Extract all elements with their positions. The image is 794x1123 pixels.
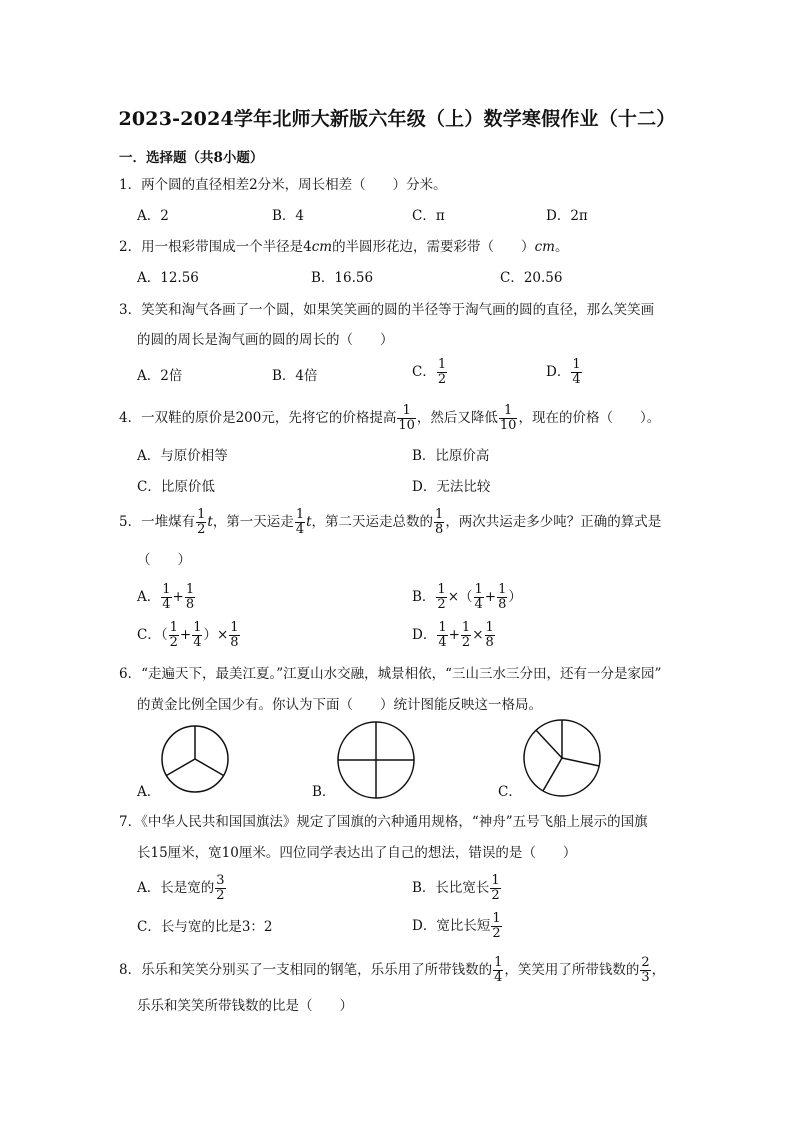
q6-line1: 6．“走遍天下，最美江夏。”江夏山水交融，城景相依，“三山三水三分田，还有一分是家园” bbox=[119, 666, 662, 682]
q4-text-1: 4．一双鞋的原价是200元，先将它的价格提高 bbox=[119, 410, 397, 426]
numerator: 1 bbox=[295, 507, 305, 522]
plus-sign: + bbox=[179, 627, 192, 643]
numerator: 1 bbox=[491, 873, 500, 888]
numerator: 1 bbox=[499, 404, 518, 419]
fraction bbox=[437, 358, 447, 387]
page-title: 2023-2024学年北师大新版六年级（上）数学寒假作业（十二） bbox=[118, 108, 676, 130]
q2-stem-end: 。 bbox=[554, 239, 569, 255]
denominator: 2 bbox=[437, 372, 447, 387]
fraction bbox=[640, 956, 650, 985]
fraction bbox=[434, 508, 444, 537]
numerator: 1 bbox=[437, 582, 446, 597]
right-paren-times: ）× bbox=[203, 627, 229, 643]
pie-chart-golden-ratio bbox=[522, 718, 602, 798]
q7-option-c: C．长与宽的比是3：2 bbox=[137, 919, 273, 935]
fraction bbox=[499, 404, 518, 433]
q1-option-a: A．2 bbox=[137, 208, 169, 224]
numerator: 1 bbox=[474, 582, 483, 597]
plus-sign: + bbox=[448, 627, 460, 643]
pie-chart-quarters bbox=[336, 720, 416, 800]
numerator: 1 bbox=[197, 507, 206, 522]
numerator: 1 bbox=[230, 620, 239, 635]
denominator: 2 bbox=[492, 926, 501, 941]
numerator: 1 bbox=[162, 582, 171, 597]
q7-line1: 7．《中华人民共和国国旗法》规定了国旗的六种通用规格，“神舟”五号飞船上展示的国旗 bbox=[119, 814, 648, 830]
q4-text-2: ，然后又降低 bbox=[416, 410, 498, 426]
denominator: 4 bbox=[572, 372, 581, 387]
denominator: 4 bbox=[162, 597, 171, 612]
q5-option-b bbox=[412, 583, 522, 612]
denominator: 4 bbox=[193, 635, 202, 650]
numerator: 1 bbox=[492, 911, 501, 926]
denominator: 4 bbox=[438, 635, 447, 650]
q6-line2: 的黄金比例全国少有。你认为下面（ ）统计图能反映这一格局。 bbox=[137, 697, 542, 713]
numerator: 2 bbox=[641, 955, 650, 970]
fraction bbox=[474, 583, 484, 612]
q4-option-c: C．比原价低 bbox=[137, 479, 215, 495]
numerator: 1 bbox=[435, 507, 444, 522]
q2-stem bbox=[119, 238, 568, 256]
q5-option-d bbox=[412, 621, 496, 650]
numerator: 1 bbox=[485, 620, 494, 635]
q2-option-a: A．12.56 bbox=[137, 270, 199, 286]
q2-stem-pre: 2．用一根彩带围成一个半径是4 bbox=[119, 239, 312, 255]
numerator: 3 bbox=[216, 873, 225, 888]
q7-option-d-label: D．宽比长短 bbox=[412, 918, 491, 934]
q2-option-b: B．16.56 bbox=[311, 270, 374, 286]
fraction bbox=[161, 583, 171, 612]
denominator: 4 bbox=[494, 970, 503, 985]
fraction bbox=[437, 621, 447, 650]
q2-option-c: C．20.56 bbox=[500, 270, 563, 286]
numerator: 1 bbox=[397, 404, 416, 419]
plus-sign: + bbox=[484, 589, 497, 605]
numerator: 1 bbox=[461, 620, 471, 635]
q5-text-4: ，两次共运走多少吨？正确的算式是 bbox=[445, 514, 662, 530]
q7-option-b-label: B．长比宽长 bbox=[412, 880, 490, 896]
q7-option-d bbox=[412, 912, 503, 941]
numerator: 1 bbox=[169, 620, 178, 635]
q4-option-b: B．比原价高 bbox=[412, 448, 490, 464]
plus-sign: + bbox=[172, 589, 184, 605]
denominator: 8 bbox=[230, 635, 239, 650]
q1-stem: 1．两个圆的直径相差2分米，周长相差（ ）分米。 bbox=[119, 177, 447, 193]
q3-option-a: A．2倍 bbox=[137, 368, 183, 384]
denominator: 8 bbox=[498, 597, 507, 612]
denominator: 8 bbox=[435, 522, 444, 537]
q5-option-c bbox=[137, 621, 241, 650]
denominator: 2 bbox=[437, 597, 446, 612]
denominator: 4 bbox=[474, 597, 483, 612]
q8-text-1: 8．乐乐和笑笑分别买了一支相同的钢笔，乐乐用了所带钱数的 bbox=[119, 962, 493, 978]
q3-option-c bbox=[412, 358, 448, 387]
denominator: 4 bbox=[295, 522, 305, 537]
q7-option-a-label: A．长是宽的 bbox=[137, 880, 215, 896]
q3-option-c-label: C． bbox=[412, 364, 436, 380]
q1-option-b: B．4 bbox=[272, 208, 305, 224]
q3-line1: 3．笑笑和淘气各画了一个圆，如果笑笑画的圆的半径等于淘气画的圆的直径，那么笑笑画 bbox=[119, 302, 655, 318]
numerator: 1 bbox=[438, 620, 447, 635]
fraction bbox=[397, 404, 416, 433]
q8-line2: 乐乐和笑笑所带钱数的比是（ ） bbox=[137, 998, 353, 1014]
denominator: 10 bbox=[499, 418, 517, 433]
q5-text-1: 5．一堆煤有 bbox=[119, 514, 196, 530]
denominator: 2 bbox=[491, 888, 500, 903]
denominator: 8 bbox=[485, 635, 494, 650]
fraction bbox=[493, 956, 503, 985]
q8-stem bbox=[119, 956, 665, 985]
pie-chart-thirds bbox=[160, 724, 230, 794]
option-label: A． bbox=[137, 589, 161, 605]
q4-stem bbox=[119, 404, 660, 433]
q1-option-c: C．π bbox=[412, 208, 445, 224]
section-heading: 一．选择题（共8小题） bbox=[119, 150, 264, 166]
fraction bbox=[491, 912, 501, 941]
denominator: 10 bbox=[398, 418, 415, 433]
q7-option-b bbox=[412, 874, 502, 903]
numerator: 1 bbox=[437, 357, 447, 372]
q5-stem bbox=[119, 508, 661, 537]
fraction bbox=[436, 583, 446, 612]
denominator: 2 bbox=[197, 522, 206, 537]
fraction bbox=[169, 621, 179, 650]
times-sign: × bbox=[447, 589, 460, 605]
q2-unit-cm-2: cm bbox=[534, 239, 555, 255]
q1-option-d: D．2π bbox=[546, 208, 588, 224]
q8-text-3: ， bbox=[651, 962, 666, 978]
fraction bbox=[229, 621, 239, 650]
left-paren: （ bbox=[160, 627, 168, 643]
times-sign: × bbox=[472, 627, 484, 643]
q5-option-a bbox=[137, 583, 196, 612]
q6-option-c: C． bbox=[498, 784, 522, 800]
fraction bbox=[571, 358, 581, 387]
q5-line2: （ ） bbox=[137, 552, 191, 568]
denominator: 3 bbox=[641, 970, 650, 985]
numerator: 1 bbox=[498, 582, 507, 597]
q8-text-2: ，笑笑用了所带钱数的 bbox=[504, 962, 640, 978]
option-label: C． bbox=[137, 627, 161, 643]
denominator: 2 bbox=[216, 888, 225, 903]
q3-option-d-label: D． bbox=[546, 364, 571, 380]
q2-stem-mid: 的半圆形花边，需要彩带（ ） bbox=[332, 239, 535, 255]
denominator: 8 bbox=[185, 597, 195, 612]
q5-text-2: ，第一天运走 bbox=[212, 514, 294, 530]
q4-option-a: A．与原价相等 bbox=[137, 448, 228, 464]
denominator: 2 bbox=[169, 635, 178, 650]
left-paren: （ bbox=[459, 589, 473, 605]
fraction bbox=[485, 621, 495, 650]
fraction bbox=[192, 621, 202, 650]
q6-option-b: B． bbox=[312, 784, 336, 800]
numerator: 1 bbox=[185, 582, 195, 597]
option-label: D． bbox=[412, 627, 437, 643]
right-paren: ） bbox=[508, 589, 522, 605]
q7-option-a bbox=[137, 874, 227, 903]
q4-text-3: ，现在的价格（ ）。 bbox=[518, 410, 661, 426]
numerator: 1 bbox=[572, 357, 581, 372]
numerator: 1 bbox=[193, 620, 202, 635]
fraction bbox=[497, 583, 507, 612]
fraction bbox=[490, 874, 500, 903]
fraction bbox=[215, 874, 225, 903]
q7-line2: 长15厘米，宽10厘米。四位同学表达出了自己的想法，错误的是（ ） bbox=[137, 845, 577, 861]
q3-option-d bbox=[546, 358, 583, 387]
unit-t: t bbox=[207, 514, 213, 530]
unit-t: t bbox=[306, 514, 312, 530]
numerator: 1 bbox=[494, 955, 503, 970]
q2-unit-cm: cm bbox=[311, 239, 333, 255]
fraction bbox=[196, 508, 206, 537]
q5-text-3: ，第二天运走总数的 bbox=[311, 514, 434, 530]
q3-line2: 的圆的周长是淘气画的圆的周长的（ ） bbox=[137, 332, 394, 348]
option-label: B． bbox=[412, 589, 436, 605]
q6-option-a: A． bbox=[137, 784, 161, 800]
fraction bbox=[295, 508, 305, 537]
q4-option-d: D．无法比较 bbox=[412, 479, 491, 495]
fraction bbox=[185, 583, 195, 612]
q3-option-b: B．4倍 bbox=[272, 368, 318, 384]
denominator: 2 bbox=[461, 635, 471, 650]
fraction bbox=[461, 621, 471, 650]
